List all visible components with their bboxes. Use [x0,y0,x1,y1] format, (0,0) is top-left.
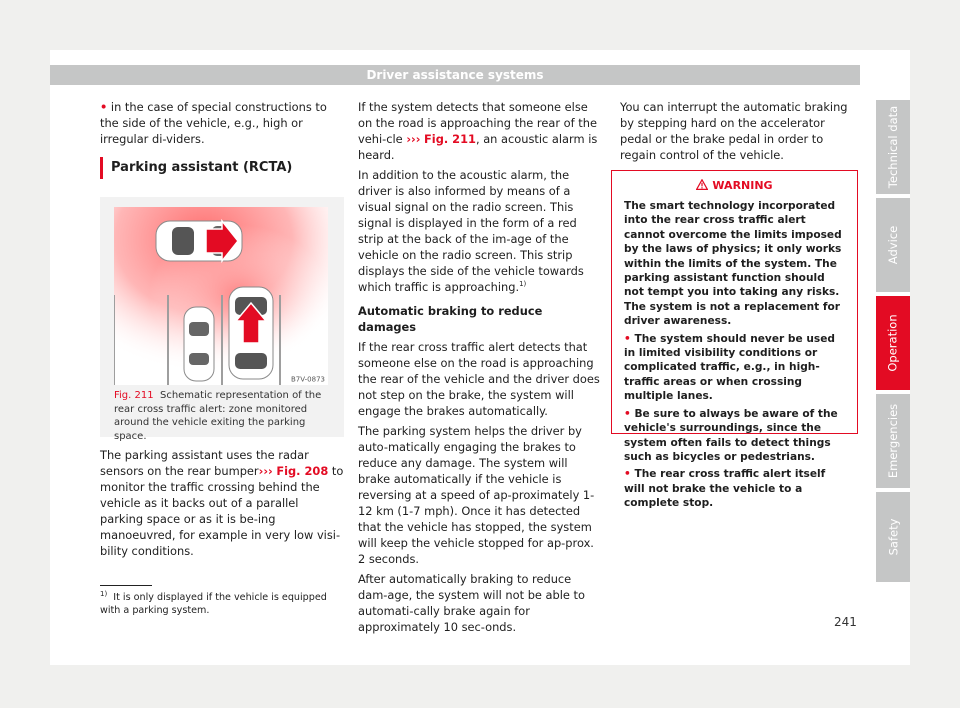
column-middle [358,99,602,639]
bullet-item: • in the case of special constructions to the side of the vehicle, e.g., high or irregular di-viders. [100,100,327,146]
paragraph: You can interrupt the automatic braking by stepping hard on the accelerator pedal or the brake pedal in order to regain control of the vehicle. [620,100,848,162]
cross-ref-arrows: ››› [406,132,421,146]
parking-diagram-illustration [114,207,328,385]
warning-body [612,195,857,511]
warning-triangle-icon [696,179,708,190]
figure-code: B7V-0873 [291,375,325,384]
footnote: $^{1)}$ It is only displayed if the vehicle is equipped with a parking system. [100,589,327,616]
page-header: Driver assistance systems [50,65,860,85]
paragraph: If the rear cross traffic alert detects that someone else on the road is approaching the rear of the vehicle and the driver does not step on the brake, the system will engage the brakes automatically. [358,340,600,418]
column-left [100,99,344,183]
warning-header: WARNING [612,179,857,195]
paragraph: In addition to the acoustic alarm, the driver is also informed by means of a visual signal on the radio screen. This signal is displayed in the form of a red strip at the back of the im-age of the vehicle on the radio screen. This strip displays the side of the vehicle towards which traffic is approaching.$^{1)}$ [358,168,584,294]
fig-211-link[interactable]: Fig. 211 [424,132,476,146]
car-parked-left [184,307,214,381]
bullet-dot-icon: • [100,100,108,114]
figure-caption: Fig. 211 Schematic representation of the rear cross traffic alert: zone monitored around the vehicle exiting the parking space. [114,390,322,442]
subheading: Automatic braking to reduce damages [358,304,543,334]
tab-emergencies[interactable]: Emergencies [876,394,910,488]
paragraph: If the system detects that someone else on the road is approaching the rear of the vehi-cle ››› Fig. 211, an acoustic alarm is heard. [358,100,598,162]
section-title: Parking assistant (RCTA) [100,157,344,179]
warning-intro: The smart technology incorporated into the rear cross traffic alert cannot overcome the limits imposed by the laws of physics; it only works within the limits of the system. The parking assistant function should not tempt you into taking any risks. The system is not a replacement for driver awareness. [624,200,842,328]
column-right [620,99,860,167]
tab-operation[interactable]: Operation [876,296,910,390]
column-left-body [100,447,344,563]
warning-bullet: • Be sure to always be aware of the vehicle's surroundings, since the system often fails to detect things such as bicycles or pedestrians. [624,407,838,463]
tab-technical-data[interactable]: Technical data [876,100,910,194]
paragraph: The parking assistant uses the radar sensors on the rear bumper››› Fig. 208 to monitor the traffic crossing behind the vehicle as it backs out of a parallel parking space or as it is be-ing manoeuvred, for example in very low visi-bility conditions. [100,448,344,558]
warning-box [611,170,858,510]
figure-211 [100,197,344,442]
footnote-divider [100,585,152,586]
page-number: 241 [834,615,857,629]
tab-advice[interactable]: Advice [876,198,910,292]
paragraph: After automatically braking to reduce dam-age, the system will not be able to automati-cally brake again for approximately 10 sec-onds. [358,572,585,634]
warning-bullet: • The system should never be used in limited visibility conditions or complicated traffic, e.g., in high-traffic areas or when crossing multiple lanes. [624,332,835,403]
warning-bullet: • The rear cross traffic alert itself will not brake the vehicle to a complete stop. [624,468,826,510]
tab-safety[interactable]: Safety [876,492,910,582]
footnote-marker: 1) [519,280,527,289]
fig-208-link[interactable]: Fig. 208 [276,464,329,478]
cross-ref-arrows: ››› [258,464,273,478]
paragraph: The parking system helps the driver by auto-matically engaging the brakes to reduce any damage. The system will brake automatically if the vehicle is reversing at a speed of ap-proximately 1-12 km (1-7 mph). Once it has detected that the vehicle has stopped, the system will keep the vehicle stopped for ap-prox. 2 seconds. [358,424,595,566]
